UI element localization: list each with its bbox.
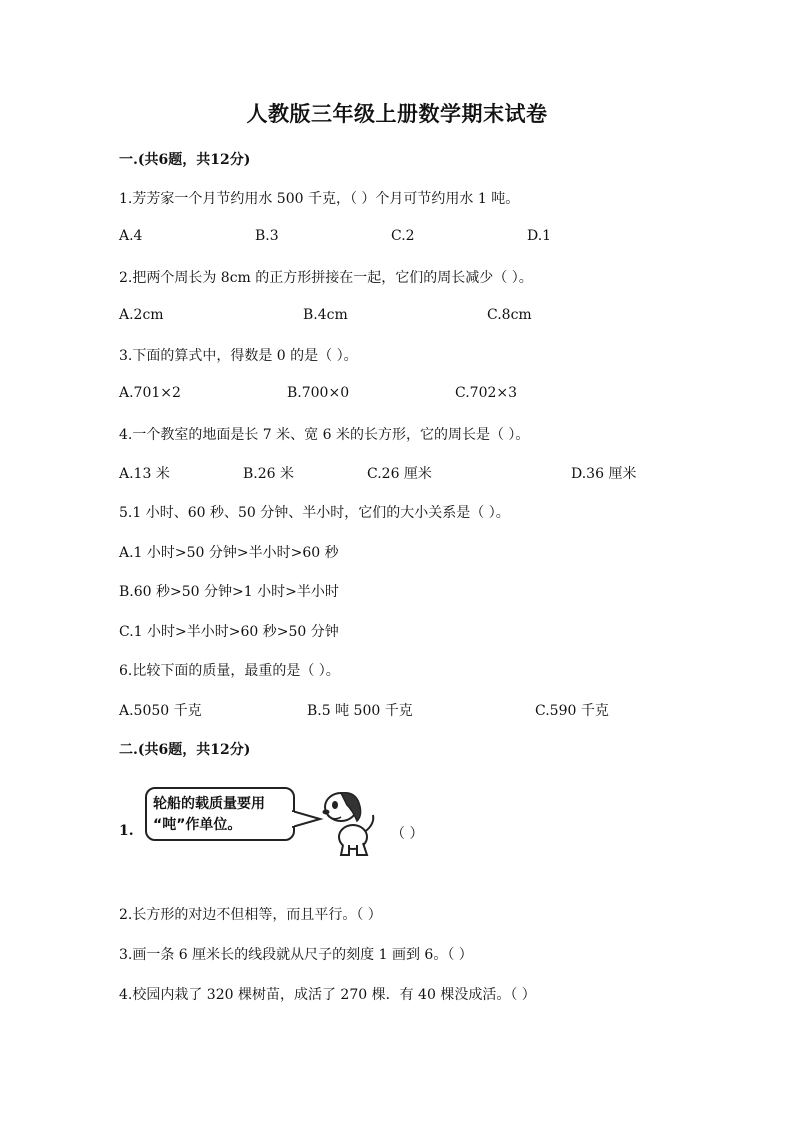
section-1-heading: 一.(共6题，共12分) (119, 152, 251, 168)
question-3: 3.下面的算式中，得数是 0 的是（ ）。 (119, 348, 358, 364)
question-5: 5.1 小时、60 秒、50 分钟、半小时，它们的大小关系是（ ）。 (119, 505, 510, 521)
section2-question-4: 4.校园内栽了 320 棵树苗，成活了 270 棵．有 40 棵没成活。（ ） (119, 987, 536, 1003)
q6-option-a[interactable]: A.5050 千克 (119, 703, 202, 719)
question-4: 4.一个教室的地面是长 7 米、宽 6 米的长方形，它的周长是（ ）。 (119, 427, 530, 443)
question-2: 2.把两个周长为 8cm 的正方形拼接在一起，它们的周长减少（ ）。 (119, 270, 533, 286)
section-2-heading: 二.(共6题，共12分) (119, 742, 251, 758)
q5-option-a[interactable]: A.1 小时>50 分钟>半小时>60 秒 (119, 545, 339, 561)
question-1: 1.芳芳家一个月节约用水 500 千克，（ ）个月可节约用水 1 吨。 (119, 191, 520, 207)
q4-option-b[interactable]: B.26 米 (243, 466, 295, 482)
picture-question-1 (119, 785, 479, 865)
q1-option-b[interactable]: B.3 (255, 228, 279, 244)
question-6: 6.比较下面的质量，最重的是（ ）。 (119, 663, 340, 679)
q4-option-a[interactable]: A.13 米 (119, 466, 170, 482)
picture-question-number: 1. (119, 823, 134, 839)
q3-option-c[interactable]: C.702×3 (455, 385, 518, 401)
q4-option-c[interactable]: C.26 厘米 (367, 466, 432, 482)
page-title: 人教版三年级上册数学期末试卷 (246, 101, 548, 126)
speech-bubble (145, 787, 295, 841)
q2-option-a[interactable]: A.2cm (119, 307, 164, 323)
q1-option-c[interactable]: C.2 (391, 228, 415, 244)
q3-option-b[interactable]: B.700×0 (287, 385, 350, 401)
q2-option-c[interactable]: C.8cm (487, 307, 532, 323)
q2-option-b[interactable]: B.4cm (303, 307, 348, 323)
bubble-line-2: “吨”作单位。 (153, 817, 242, 833)
q5-option-c[interactable]: C.1 小时>半小时>60 秒>50 分钟 (119, 624, 339, 640)
section2-question-3: 3.画一条 6 厘米长的线段就从尺子的刻度 1 画到 6。（ ） (119, 947, 473, 963)
q4-option-d[interactable]: D.36 厘米 (571, 466, 637, 482)
q5-option-b[interactable]: B.60 秒>50 分钟>1 小时>半小时 (119, 584, 339, 600)
q6-option-b[interactable]: B.5 吨 500 千克 (307, 703, 413, 719)
section2-question-2: 2.长方形的对边不但相等，而且平行。（ ） (119, 907, 382, 923)
q1-option-a[interactable]: A.4 (119, 228, 143, 244)
answer-paren[interactable]: （ ） (391, 826, 424, 842)
bubble-line-1: 轮船的载质量要用 (153, 796, 265, 812)
q6-option-c[interactable]: C.590 千克 (535, 703, 609, 719)
q1-option-d[interactable]: D.1 (527, 228, 552, 244)
cartoon-dog-icon (319, 785, 381, 857)
q3-option-a[interactable]: A.701×2 (119, 385, 181, 401)
